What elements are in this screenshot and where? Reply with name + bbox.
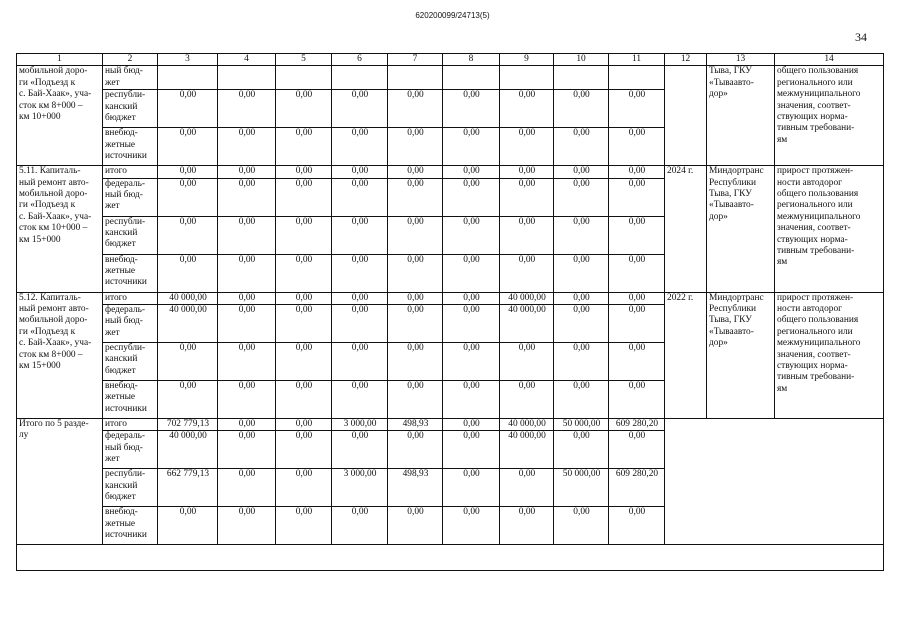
amount-cell: 0,00	[500, 343, 554, 381]
amount-cell: 50 000,00	[554, 469, 609, 507]
column-header-3: 3	[158, 54, 218, 66]
amount-cell: 0,00	[218, 305, 276, 343]
funding-source: республи- канский бюджет	[103, 343, 158, 381]
funding-source: внебюд- жетные источники	[103, 381, 158, 419]
amount-cell: 0,00	[609, 166, 665, 178]
amount-cell: 0,00	[443, 166, 500, 178]
amount-cell: 0,00	[609, 216, 665, 254]
funding-source: республи- канский бюджет	[103, 216, 158, 254]
amount-cell: 0,00	[332, 128, 388, 166]
amount-cell: 40 000,00	[500, 292, 554, 304]
amount-cell: 0,00	[276, 178, 332, 216]
amount-cell: 0,00	[388, 431, 443, 469]
amount-cell: 0,00	[276, 381, 332, 419]
amount-cell: 498,93	[388, 469, 443, 507]
amount-cell: 0,00	[158, 381, 218, 419]
amount-cell: 0,00	[218, 292, 276, 304]
funding-source: итого	[103, 292, 158, 304]
table-row	[17, 419, 884, 431]
amount-cell: 0,00	[388, 90, 443, 128]
amount-cell: 0,00	[609, 381, 665, 419]
amount-cell: 0,00	[388, 507, 443, 545]
amount-cell: 0,00	[332, 216, 388, 254]
amount-cell: 0,00	[554, 305, 609, 343]
amount-cell: 0,00	[218, 469, 276, 507]
amount-cell: 0,00	[443, 305, 500, 343]
column-header-10: 10	[554, 54, 609, 66]
amount-cell: 0,00	[443, 90, 500, 128]
amount-cell: 0,00	[158, 178, 218, 216]
amount-cell: 0,00	[443, 431, 500, 469]
amount-cell	[218, 66, 276, 90]
amount-cell: 0,00	[443, 128, 500, 166]
amount-cell	[609, 66, 665, 90]
column-header-7: 7	[388, 54, 443, 66]
amount-cell: 40 000,00	[158, 305, 218, 343]
empty-row	[17, 545, 884, 571]
funding-source: внебюд- жетные источники	[103, 254, 158, 292]
item-name: 5.11. Капиталь- ный ремонт авто- мобильной доро- ги «Подъезд к с. Бай-Хаак», уча- сток км 10+000 – км 15+000	[17, 166, 103, 292]
item-name: 5.12. Капиталь- ный ремонт авто- мобильной доро- ги «Подъезд к с. Бай-Хаак», уча- сток км 8+000 – км 15+000	[17, 292, 103, 418]
amount-cell	[158, 66, 218, 90]
column-header-6: 6	[332, 54, 388, 66]
amount-cell: 0,00	[332, 90, 388, 128]
amount-cell: 40 000,00	[500, 305, 554, 343]
column-header-5: 5	[276, 54, 332, 66]
amount-cell: 0,00	[443, 216, 500, 254]
column-header-14: 14	[775, 54, 884, 66]
amount-cell: 0,00	[554, 292, 609, 304]
amount-cell: 0,00	[443, 507, 500, 545]
amount-cell: 0,00	[500, 216, 554, 254]
amount-cell	[332, 66, 388, 90]
amount-cell: 0,00	[158, 128, 218, 166]
funding-source: ный бюд- жет	[103, 66, 158, 90]
amount-cell: 0,00	[276, 292, 332, 304]
amount-cell: 0,00	[609, 128, 665, 166]
item-name: мобильной доро- ги «Подъезд к с. Бай-Хаак», уча- сток км 8+000 – км 10+000	[17, 66, 103, 166]
amount-cell	[554, 66, 609, 90]
amount-cell: 0,00	[500, 128, 554, 166]
executor-cell: Миндортранс Республики Тыва, ГКУ «Тываавто- дор»	[707, 292, 775, 418]
column-header-11: 11	[609, 54, 665, 66]
column-header-2: 2	[103, 54, 158, 66]
amount-cell: 498,93	[388, 419, 443, 431]
amount-cell: 609 280,20	[609, 469, 665, 507]
amount-cell: 0,00	[554, 507, 609, 545]
amount-cell: 0,00	[332, 292, 388, 304]
page-number: 34	[855, 30, 867, 44]
amount-cell: 0,00	[554, 254, 609, 292]
amount-cell: 0,00	[276, 343, 332, 381]
header-row	[17, 54, 884, 66]
amount-cell: 0,00	[388, 381, 443, 419]
executor-cell: Миндортранс Республики Тыва, ГКУ «Тываавто- дор»	[707, 166, 775, 292]
year-cell	[665, 66, 707, 166]
column-header-8: 8	[443, 54, 500, 66]
amount-cell: 0,00	[443, 178, 500, 216]
executor-cell: Тыва, ГКУ «Тываавто- дор»	[707, 66, 775, 166]
amount-cell: 0,00	[388, 216, 443, 254]
amount-cell: 0,00	[443, 469, 500, 507]
amount-cell: 0,00	[388, 292, 443, 304]
column-header-12: 12	[665, 54, 707, 66]
amount-cell: 0,00	[276, 469, 332, 507]
amount-cell: 40 000,00	[158, 292, 218, 304]
amount-cell: 702 779,13	[158, 419, 218, 431]
amount-cell: 0,00	[443, 292, 500, 304]
amount-cell: 0,00	[500, 90, 554, 128]
amount-cell: 0,00	[218, 90, 276, 128]
amount-cell: 0,00	[158, 507, 218, 545]
amount-cell: 0,00	[218, 254, 276, 292]
funding-source: федераль- ный бюд- жет	[103, 305, 158, 343]
amount-cell: 0,00	[218, 166, 276, 178]
amount-cell: 0,00	[218, 431, 276, 469]
amount-cell: 0,00	[388, 166, 443, 178]
amount-cell: 0,00	[158, 216, 218, 254]
amount-cell: 0,00	[609, 431, 665, 469]
column-header-9: 9	[500, 54, 554, 66]
result-cell: общего пользования регионального или межмуниципального значения, соответ- ствующих норма- тивным требовани- ям	[775, 66, 884, 166]
amount-cell: 0,00	[218, 507, 276, 545]
empty-cell	[665, 419, 884, 545]
amount-cell: 0,00	[500, 469, 554, 507]
amount-cell: 0,00	[443, 343, 500, 381]
amount-cell: 0,00	[332, 254, 388, 292]
column-header-13: 13	[707, 54, 775, 66]
amount-cell: 50 000,00	[554, 419, 609, 431]
amount-cell: 0,00	[388, 305, 443, 343]
amount-cell	[276, 66, 332, 90]
funding-source: республи- канский бюджет	[103, 469, 158, 507]
empty-cell	[17, 545, 884, 571]
amount-cell: 3 000,00	[332, 419, 388, 431]
amount-cell	[443, 66, 500, 90]
amount-cell: 0,00	[609, 254, 665, 292]
funding-source: итого	[103, 166, 158, 178]
amount-cell: 0,00	[609, 90, 665, 128]
column-header-1: 1	[17, 54, 103, 66]
amount-cell: 0,00	[388, 254, 443, 292]
amount-cell: 662 779,13	[158, 469, 218, 507]
amount-cell: 0,00	[609, 292, 665, 304]
amount-cell: 40 000,00	[158, 431, 218, 469]
amount-cell: 0,00	[158, 90, 218, 128]
amount-cell: 0,00	[609, 305, 665, 343]
amount-cell: 0,00	[609, 507, 665, 545]
amount-cell: 0,00	[554, 216, 609, 254]
amount-cell: 0,00	[276, 128, 332, 166]
amount-cell: 0,00	[388, 128, 443, 166]
amount-cell: 0,00	[500, 254, 554, 292]
amount-cell: 0,00	[332, 305, 388, 343]
amount-cell: 0,00	[500, 166, 554, 178]
amount-cell: 0,00	[554, 381, 609, 419]
amount-cell: 0,00	[276, 254, 332, 292]
amount-cell: 0,00	[500, 507, 554, 545]
funding-source: федераль- ный бюд- жет	[103, 431, 158, 469]
amount-cell: 0,00	[332, 381, 388, 419]
document-id: 620200099/24713(5)	[415, 11, 490, 20]
item-name: Итого по 5 разде- лу	[17, 419, 103, 545]
amount-cell: 0,00	[500, 178, 554, 216]
result-cell: прирост протяжен- ности автодорог общего пользования регионального или межмуниципального значения, соответ- ствующих норма- тивным требовани- ям	[775, 292, 884, 418]
funding-source: итого	[103, 419, 158, 431]
amount-cell: 0,00	[218, 178, 276, 216]
amount-cell: 0,00	[276, 419, 332, 431]
amount-cell: 0,00	[388, 343, 443, 381]
amount-cell: 0,00	[554, 128, 609, 166]
funding-source: внебюд- жетные источники	[103, 507, 158, 545]
amount-cell: 0,00	[218, 419, 276, 431]
amount-cell: 0,00	[218, 128, 276, 166]
amount-cell: 609 280,20	[609, 419, 665, 431]
amount-cell: 0,00	[218, 216, 276, 254]
table-row	[17, 166, 884, 178]
amount-cell	[500, 66, 554, 90]
amount-cell: 0,00	[443, 381, 500, 419]
amount-cell: 0,00	[158, 343, 218, 381]
amount-cell: 0,00	[332, 431, 388, 469]
amount-cell: 0,00	[158, 166, 218, 178]
funding-source: республи- канский бюджет	[103, 90, 158, 128]
year-cell: 2024 г.	[665, 166, 707, 292]
amount-cell: 0,00	[554, 178, 609, 216]
funding-source: внебюд- жетные источники	[103, 128, 158, 166]
amount-cell: 0,00	[276, 507, 332, 545]
amount-cell: 0,00	[332, 507, 388, 545]
funding-source: федераль- ный бюд- жет	[103, 178, 158, 216]
amount-cell: 0,00	[158, 254, 218, 292]
amount-cell: 0,00	[609, 178, 665, 216]
year-cell: 2022 г.	[665, 292, 707, 418]
table-row	[17, 292, 884, 304]
amount-cell: 40 000,00	[500, 431, 554, 469]
table-row	[17, 66, 884, 90]
amount-cell: 0,00	[609, 343, 665, 381]
amount-cell: 0,00	[332, 343, 388, 381]
amount-cell: 0,00	[332, 166, 388, 178]
amount-cell: 0,00	[500, 381, 554, 419]
result-cell: прирост протяжен- ности автодорог общего пользования регионального или межмуниципального значения, соответ- ствующих норма- тивным требовани- ям	[775, 166, 884, 292]
amount-cell: 40 000,00	[500, 419, 554, 431]
amount-cell: 0,00	[388, 178, 443, 216]
amount-cell: 0,00	[276, 305, 332, 343]
amount-cell: 0,00	[443, 254, 500, 292]
amount-cell: 0,00	[554, 166, 609, 178]
amount-cell: 0,00	[276, 431, 332, 469]
amount-cell: 0,00	[443, 419, 500, 431]
amount-cell: 0,00	[332, 178, 388, 216]
budget-table	[16, 53, 884, 571]
amount-cell: 0,00	[276, 216, 332, 254]
amount-cell: 3 000,00	[332, 469, 388, 507]
column-header-4: 4	[218, 54, 276, 66]
amount-cell: 0,00	[554, 431, 609, 469]
amount-cell: 0,00	[276, 166, 332, 178]
amount-cell: 0,00	[218, 343, 276, 381]
amount-cell: 0,00	[554, 90, 609, 128]
amount-cell	[388, 66, 443, 90]
amount-cell: 0,00	[554, 343, 609, 381]
amount-cell: 0,00	[276, 90, 332, 128]
amount-cell: 0,00	[218, 381, 276, 419]
